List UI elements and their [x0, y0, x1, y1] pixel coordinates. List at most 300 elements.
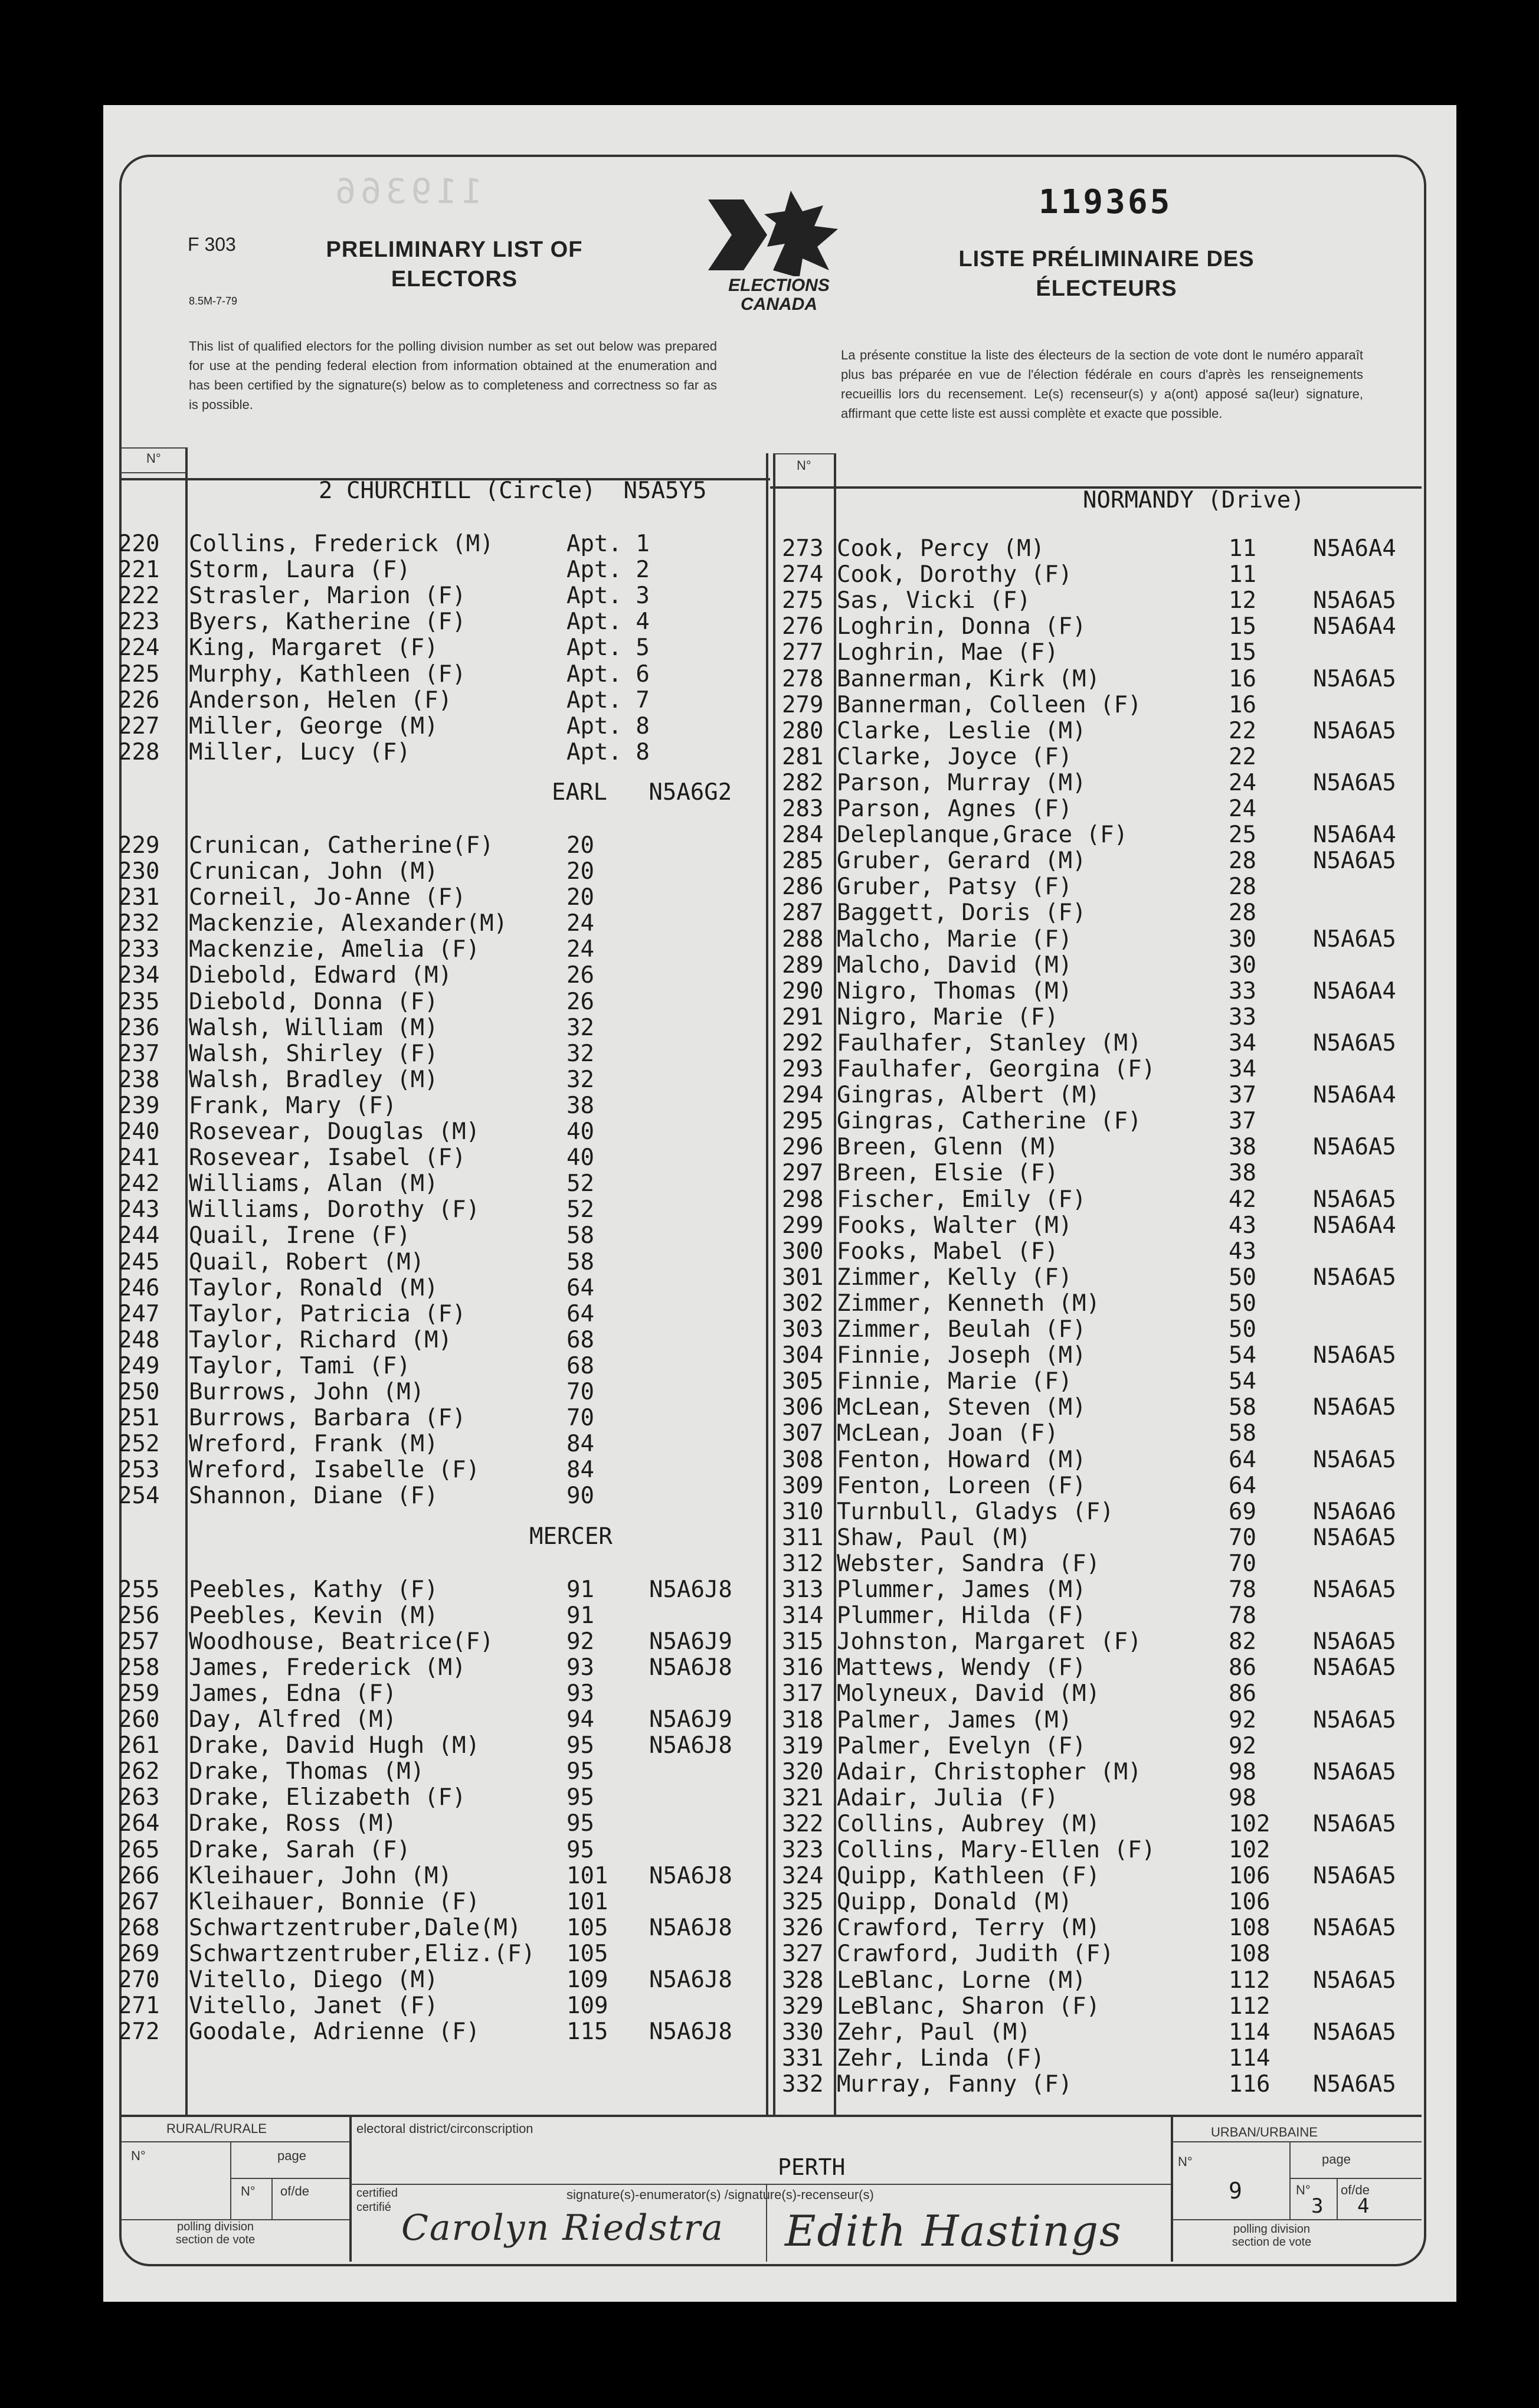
elector-name: Wreford, Isabelle (F) [189, 1457, 480, 1484]
elector-name: Drake, Ross (M) [189, 1810, 397, 1837]
elector-name: Williams, Dorothy (F) [189, 1196, 480, 1223]
postal-code: N5A6A5 [1313, 1654, 1396, 1681]
postal-code: N5A6A5 [1313, 1446, 1396, 1473]
urban-page-total: 4 [1357, 2194, 1370, 2218]
elector-name: Miller, Lucy (F) [189, 738, 411, 765]
elector-name: Murphy, Kathleen (F) [189, 660, 466, 688]
enumerator-signature-1: Carolyn Riedstra [401, 2207, 724, 2249]
elector-address: 30 [1229, 925, 1256, 953]
no-header-left: N° [146, 451, 161, 466]
elector-name: Palmer, Evelyn (F) [837, 1732, 1086, 1759]
elector-address: 68 [567, 1326, 594, 1353]
elector-address: 58 [567, 1248, 594, 1275]
elector-number: 278 [782, 665, 824, 692]
elector-address: 52 [567, 1170, 594, 1198]
elector-address: 24 [567, 910, 594, 937]
elector-number: 288 [782, 925, 824, 953]
elector-number: 323 [782, 1837, 824, 1863]
elector-number: 329 [782, 1993, 824, 2020]
urban-no-divider [1289, 2141, 1291, 2219]
elector-address: 64 [1229, 1446, 1256, 1473]
elector-name: Clarke, Leslie (M) [837, 717, 1086, 744]
elector-address: 105 [567, 1914, 608, 1941]
no-header-rule-left [121, 472, 187, 473]
elector-address: 70 [1229, 1550, 1256, 1577]
elector-number: 239 [118, 1092, 160, 1119]
postal-code: N5A6A5 [1313, 717, 1396, 744]
no-column-rule-left [185, 447, 188, 2115]
elector-name: LeBlanc, Lorne (M) [837, 1967, 1086, 1994]
elector-name: Parson, Agnes (F) [837, 796, 1073, 822]
elector-address: 15 [1229, 639, 1256, 666]
elector-address: 114 [1229, 2044, 1271, 2072]
elector-address: 20 [567, 884, 594, 911]
elector-address: 34 [1229, 1029, 1256, 1056]
elector-address: 78 [1229, 1576, 1256, 1603]
elector-name: Faulhafer, Georgina (F) [837, 1056, 1156, 1082]
postal-code: N5A6A5 [1313, 769, 1396, 796]
postal-code: N5A6A5 [1313, 1186, 1396, 1213]
elector-name: Diebold, Donna (F) [189, 988, 438, 1015]
rural-page-label: page [277, 2148, 306, 2163]
elector-address: 112 [1229, 1993, 1271, 2020]
elections-canada-logo [702, 188, 856, 318]
elector-address: 115 [567, 2018, 608, 2046]
elector-name: Taylor, Tami (F) [189, 1352, 411, 1379]
elector-address: 105 [567, 1940, 608, 1967]
elector-address: 70 [1229, 1524, 1256, 1551]
elector-number: 299 [782, 1212, 824, 1239]
no-column-rule-right [834, 453, 836, 2115]
elector-number: 245 [118, 1248, 160, 1275]
postal-code: N5A6A5 [1313, 1810, 1396, 1837]
postal-code: N5A6J8 [649, 1862, 732, 1889]
elector-address: 68 [567, 1352, 594, 1379]
elector-address: 64 [567, 1300, 594, 1327]
elector-number: 291 [782, 1003, 824, 1030]
elector-address: 32 [567, 1040, 594, 1067]
rural-label: RURAL/RURALE [166, 2121, 267, 2136]
elector-number: 327 [782, 1941, 824, 1968]
elector-address: 54 [1229, 1368, 1256, 1395]
elector-name: Breen, Glenn (M) [837, 1134, 1059, 1161]
elector-address: 58 [567, 1222, 594, 1249]
postal-code: N5A6J8 [649, 1576, 732, 1603]
electoral-district-label: electoral district/circonscription [356, 2121, 533, 2136]
elector-number: 228 [118, 738, 160, 765]
elector-address: 22 [1229, 743, 1256, 770]
elector-number: 254 [118, 1483, 160, 1510]
polling-rule-right [1172, 2219, 1422, 2220]
elector-number: 302 [782, 1290, 824, 1317]
elector-name: Mackenzie, Amelia (F) [189, 936, 480, 963]
elector-address: 92 [1229, 1732, 1256, 1759]
elector-name: Shannon, Diane (F) [189, 1483, 438, 1510]
elector-address: 102 [1229, 1810, 1271, 1837]
elector-name: Zehr, Linda (F) [837, 2044, 1045, 2072]
urban-page-number: 3 [1311, 2194, 1324, 2218]
elector-address: Apt. 8 [567, 712, 650, 740]
elector-name: Loghrin, Donna (F) [837, 613, 1086, 640]
elector-name: Burrows, Barbara (F) [189, 1405, 466, 1432]
elector-name: Gingras, Catherine (F) [837, 1108, 1142, 1135]
elector-address: 43 [1229, 1238, 1256, 1265]
elector-number: 231 [118, 884, 160, 911]
postal-code: N5A6A5 [1313, 1029, 1396, 1056]
elector-number: 266 [118, 1862, 160, 1889]
elector-name: Quail, Irene (F) [189, 1222, 411, 1249]
postal-code: N5A6A5 [1313, 1524, 1396, 1551]
elector-name: Peebles, Kathy (F) [189, 1576, 438, 1603]
postal-code: N5A6J8 [649, 1914, 732, 1941]
elector-address: 32 [567, 1014, 594, 1041]
elector-number: 292 [782, 1029, 824, 1056]
elector-address: 40 [567, 1118, 594, 1145]
elector-address: 25 [1229, 822, 1256, 849]
elector-number: 237 [118, 1040, 160, 1067]
elector-address: 84 [567, 1431, 594, 1458]
urban-page-rule [1289, 2178, 1422, 2179]
faded-serial-number: 119366 [330, 171, 483, 211]
postal-code: N5A6A5 [1313, 1576, 1396, 1603]
postal-code: N5A6A5 [1313, 1264, 1396, 1291]
urban-header-rule [1172, 2141, 1422, 2142]
elector-name: Schwartzentruber,Eliz.(F) [189, 1940, 535, 1967]
elector-address: 102 [1229, 1837, 1271, 1863]
elector-number: 263 [118, 1784, 160, 1811]
elector-name: Wreford, Frank (M) [189, 1431, 438, 1458]
elector-number: 248 [118, 1326, 160, 1353]
elector-number: 316 [782, 1654, 824, 1681]
intro-french: La présente constitue la liste des électeurs de la section de vote dont le numéro apparaît plus bas préparée en vue de l'élection fédérale en cours d'après les renseignements recueillis lors du recensement. Le(s) recenseur(s) y a(ont) apposé sa(leur) signature, affirmant que cette liste est aussi complète et exacte que possible. [841, 348, 1363, 421]
elector-address: 93 [567, 1654, 594, 1681]
elector-name: Parson, Murray (M) [837, 769, 1086, 796]
elector-number: 222 [118, 583, 160, 610]
maple-leaf-x-icon [702, 188, 856, 282]
urban-polling-division-label: polling division section de vote [1232, 2223, 1312, 2249]
elector-address: 54 [1229, 1342, 1256, 1369]
elector-address: 106 [1229, 1889, 1271, 1916]
elector-number: 251 [118, 1405, 160, 1432]
elector-address: 70 [567, 1379, 594, 1405]
elector-name: McLean, Steven (M) [837, 1394, 1086, 1421]
elector-address: 28 [1229, 848, 1256, 875]
elector-address: 101 [567, 1862, 608, 1889]
elector-name: Clarke, Joyce (F) [837, 743, 1073, 770]
elector-number: 277 [782, 639, 824, 666]
enumerator-signature-2: Edith Hastings [785, 2206, 1122, 2256]
footer-rural-divider [349, 2115, 352, 2262]
elector-number: 234 [118, 962, 160, 989]
elector-name: Corneil, Jo-Anne (F) [189, 884, 466, 911]
elector-number: 294 [782, 1082, 824, 1109]
elector-name: Fenton, Loreen (F) [837, 1472, 1086, 1499]
elector-name: Turnbull, Gladys (F) [837, 1498, 1114, 1525]
elector-name: Quipp, Donald (M) [837, 1889, 1073, 1916]
elector-number: 230 [118, 858, 160, 885]
postal-code: N5A6A6 [1313, 1498, 1396, 1525]
elector-number: 242 [118, 1170, 160, 1198]
elector-number: 253 [118, 1457, 160, 1484]
elector-address: 86 [1229, 1654, 1256, 1681]
elector-number: 224 [118, 634, 160, 662]
elector-name: Fooks, Walter (M) [837, 1212, 1073, 1239]
elector-number: 309 [782, 1472, 824, 1499]
elector-number: 236 [118, 1014, 160, 1041]
elector-address: 114 [1229, 2018, 1271, 2046]
elector-number: 328 [782, 1967, 824, 1994]
no-header-right: N° [797, 458, 811, 473]
elector-number: 332 [782, 2070, 824, 2098]
elector-name: Adair, Julia (F) [837, 1784, 1059, 1811]
elector-name: Crawford, Judith (F) [837, 1941, 1114, 1968]
print-code: 8.5M-7-79 [189, 295, 238, 307]
elector-number: 311 [782, 1524, 824, 1551]
elector-name: Quail, Robert (M) [189, 1248, 425, 1275]
elector-name: Nigro, Marie (F) [837, 1003, 1059, 1030]
elector-number: 247 [118, 1300, 160, 1327]
elector-number: 227 [118, 712, 160, 740]
certified-label: certified certifié [356, 2187, 398, 2214]
postal-code: N5A6A5 [1313, 2018, 1396, 2046]
elector-address: 37 [1229, 1108, 1256, 1135]
elector-name: Quipp, Kathleen (F) [837, 1863, 1101, 1890]
elector-name: Crawford, Terry (M) [837, 1915, 1101, 1942]
section-heading: EARL N5A6G2 [552, 778, 732, 806]
elector-name: Zehr, Paul (M) [837, 2018, 1031, 2046]
elector-address: 93 [567, 1680, 594, 1707]
elector-number: 270 [118, 1967, 160, 1993]
elector-address: 32 [567, 1066, 594, 1093]
elector-name: Kleihauer, Bonnie (F) [189, 1888, 480, 1915]
elector-number: 232 [118, 910, 160, 937]
elector-name: Fenton, Howard (M) [837, 1446, 1086, 1473]
elector-number: 322 [782, 1810, 824, 1837]
center-column-rule-2 [773, 453, 775, 2115]
elector-number: 296 [782, 1134, 824, 1161]
elector-number: 259 [118, 1680, 160, 1707]
elector-number: 284 [782, 822, 824, 849]
elector-name: Fischer, Emily (F) [837, 1186, 1086, 1213]
elector-name: Deleplanque,Grace (F) [837, 822, 1128, 849]
elector-number: 295 [782, 1108, 824, 1135]
footer-urban-divider [1171, 2115, 1173, 2262]
elector-name: Burrows, John (M) [189, 1379, 425, 1405]
elector-name: Finnie, Marie (F) [837, 1368, 1073, 1395]
elector-address: 33 [1229, 1003, 1256, 1030]
postal-code: N5A6J8 [649, 2018, 732, 2046]
elector-address: 91 [567, 1602, 594, 1629]
elector-address: 109 [567, 1967, 608, 1993]
elector-name: Woodhouse, Beatrice(F) [189, 1628, 494, 1655]
elector-name: Johnston, Margaret (F) [837, 1628, 1142, 1656]
elector-address: Apt. 7 [567, 686, 650, 714]
elector-name: Cook, Dorothy (F) [837, 561, 1073, 588]
elector-number: 317 [782, 1680, 824, 1707]
elector-number: 326 [782, 1915, 824, 1942]
elector-name: Molyneux, David (M) [837, 1680, 1101, 1707]
elector-number: 325 [782, 1889, 824, 1916]
elector-name: Vitello, Diego (M) [189, 1967, 438, 1993]
elector-name: Collins, Mary-Ellen (F) [837, 1837, 1156, 1863]
elector-number: 301 [782, 1264, 824, 1291]
elector-address: 52 [567, 1196, 594, 1223]
elector-number: 305 [782, 1368, 824, 1395]
postal-code: N5A6A4 [1313, 613, 1396, 640]
elector-name: Williams, Alan (M) [189, 1170, 438, 1198]
elector-address: Apt. 2 [567, 557, 650, 584]
elector-number: 283 [782, 796, 824, 822]
elector-name: Rosevear, Isabel (F) [189, 1144, 466, 1172]
title-english: PRELIMINARY LIST OF ELECTORS [326, 237, 583, 292]
elector-address: 94 [567, 1706, 594, 1733]
elector-number: 233 [118, 936, 160, 963]
elector-name: Finnie, Joseph (M) [837, 1342, 1086, 1369]
urban-page-label: page [1322, 2152, 1351, 2167]
elector-address: 15 [1229, 613, 1256, 640]
elector-name: Crunican, Catherine(F) [189, 832, 494, 859]
elector-address: 116 [1229, 2070, 1271, 2098]
elector-address: 101 [567, 1888, 608, 1915]
elector-address: 109 [567, 1993, 608, 2020]
elector-number: 306 [782, 1394, 824, 1421]
elector-name: Plummer, Hilda (F) [837, 1602, 1086, 1630]
postal-code: N5A6A5 [1313, 925, 1396, 953]
elector-address: Apt. 6 [567, 660, 650, 688]
elector-address: 20 [567, 832, 594, 859]
elector-address: 50 [1229, 1316, 1256, 1343]
elector-name: Plummer, James (M) [837, 1576, 1086, 1603]
postal-code: N5A6J8 [649, 1732, 732, 1759]
postal-code: N5A6A5 [1313, 1863, 1396, 1890]
rural-of-label: of/de [280, 2184, 309, 2198]
elector-name: Faulhafer, Stanley (M) [837, 1029, 1142, 1056]
elector-name: Adair, Christopher (M) [837, 1758, 1142, 1785]
elector-name: Cook, Percy (M) [837, 535, 1045, 562]
elector-number: 276 [782, 613, 824, 640]
elector-name: Baggett, Doris (F) [837, 899, 1086, 927]
elector-address: 112 [1229, 1967, 1271, 1994]
elector-number: 290 [782, 977, 824, 1005]
postal-code: N5A6A5 [1313, 1394, 1396, 1421]
rural-no-divider [230, 2141, 231, 2219]
elector-number: 240 [118, 1118, 160, 1145]
elector-name: Taylor, Ronald (M) [189, 1274, 438, 1301]
elector-name: Rosevear, Douglas (M) [189, 1118, 480, 1145]
elector-number: 246 [118, 1274, 160, 1301]
elector-address: 108 [1229, 1915, 1271, 1942]
elector-address: 38 [1229, 1134, 1256, 1161]
elector-address: 24 [567, 936, 594, 963]
elector-number: 243 [118, 1196, 160, 1223]
elector-number: 241 [118, 1144, 160, 1172]
elector-address: 24 [1229, 769, 1256, 796]
elector-address: Apt. 3 [567, 583, 650, 610]
elector-number: 313 [782, 1576, 824, 1603]
elector-name: Anderson, Helen (F) [189, 686, 453, 714]
elector-name: Walsh, Shirley (F) [189, 1040, 438, 1067]
form-number: F 303 [188, 234, 236, 255]
postal-code: N5A6A5 [1313, 1758, 1396, 1785]
elector-address: 11 [1229, 535, 1256, 562]
elector-number: 225 [118, 660, 160, 688]
elector-address: Apt. 4 [567, 608, 650, 636]
elector-address: 58 [1229, 1394, 1256, 1421]
postal-code: N5A6A4 [1313, 535, 1396, 562]
elector-number: 300 [782, 1238, 824, 1265]
postal-code: N5A6A4 [1313, 822, 1396, 849]
elector-name: Zimmer, Beulah (F) [837, 1316, 1086, 1343]
elector-number: 303 [782, 1316, 824, 1343]
elector-address: 12 [1229, 587, 1256, 614]
postal-code: N5A6A5 [1313, 587, 1396, 614]
elector-name: Drake, Thomas (M) [189, 1758, 425, 1785]
section-heading: 2 CHURCHILL (Circle) N5A5Y5 [319, 477, 707, 504]
elector-address: 11 [1229, 561, 1256, 588]
elector-name: LeBlanc, Sharon (F) [837, 1993, 1101, 2020]
elector-number: 269 [118, 1940, 160, 1967]
elector-number: 315 [782, 1628, 824, 1656]
elector-address: 98 [1229, 1784, 1256, 1811]
elector-address: 64 [1229, 1472, 1256, 1499]
postal-code: N5A6J9 [649, 1706, 732, 1733]
elector-number: 293 [782, 1056, 824, 1082]
intro-english: This list of qualified electors for the polling division number as set out below was prepared for use at the pending federal election from information obtained at the enumeration and has been certified by the signature(s) below as to completeness and correctness so far as is possible. [189, 339, 717, 412]
elector-address: 50 [1229, 1264, 1256, 1291]
rural-header-rule [121, 2141, 350, 2142]
elector-number: 252 [118, 1431, 160, 1458]
elector-address: 20 [567, 858, 594, 885]
elector-address: Apt. 5 [567, 634, 650, 662]
elector-number: 249 [118, 1352, 160, 1379]
postal-code: N5A6A5 [1313, 1342, 1396, 1369]
electoral-district: PERTH [778, 2154, 846, 2180]
elector-name: Schwartzentruber,Dale(M) [189, 1914, 522, 1941]
urban-polling-division-number: 9 [1229, 2178, 1242, 2204]
elector-number: 264 [118, 1810, 160, 1837]
elector-address: 95 [567, 1758, 594, 1785]
elector-name: Bannerman, Kirk (M) [837, 665, 1101, 692]
elector-address: 98 [1229, 1758, 1256, 1785]
elector-address: 40 [567, 1144, 594, 1172]
elector-number: 321 [782, 1784, 824, 1811]
rural-no-label: N° [131, 2148, 146, 2163]
elector-number: 272 [118, 2018, 160, 2046]
title-french: LISTE PRÉLIMINAIRE DES ÉLECTEURS [958, 247, 1255, 301]
urban-label: URBAN/URBAINE [1211, 2125, 1318, 2139]
no-header-box-top-right [773, 453, 835, 454]
elector-address: Apt. 1 [567, 531, 650, 557]
elector-name: Gruber, Gerard (M) [837, 848, 1086, 875]
elector-name: Collins, Frederick (M) [189, 531, 494, 557]
elector-name: Sas, Vicki (F) [837, 587, 1031, 614]
elector-name: Goodale, Adrienne (F) [189, 2018, 480, 2046]
section-heading: NORMANDY (Drive) [1083, 487, 1305, 513]
elector-number: 289 [782, 951, 824, 979]
rural-page-divider [271, 2178, 273, 2219]
postal-code: N5A6J8 [649, 1654, 732, 1681]
elector-number: 287 [782, 899, 824, 927]
elector-address: 92 [1229, 1706, 1256, 1733]
elector-name: Taylor, Patricia (F) [189, 1300, 466, 1327]
elector-name: Walsh, William (M) [189, 1014, 438, 1041]
urban-page-divider [1337, 2178, 1338, 2219]
elector-address: 91 [567, 1576, 594, 1603]
center-column-rule [766, 453, 768, 2115]
elector-number: 258 [118, 1654, 160, 1681]
elector-name: Malcho, David (M) [837, 951, 1073, 979]
elector-address: 70 [567, 1405, 594, 1432]
